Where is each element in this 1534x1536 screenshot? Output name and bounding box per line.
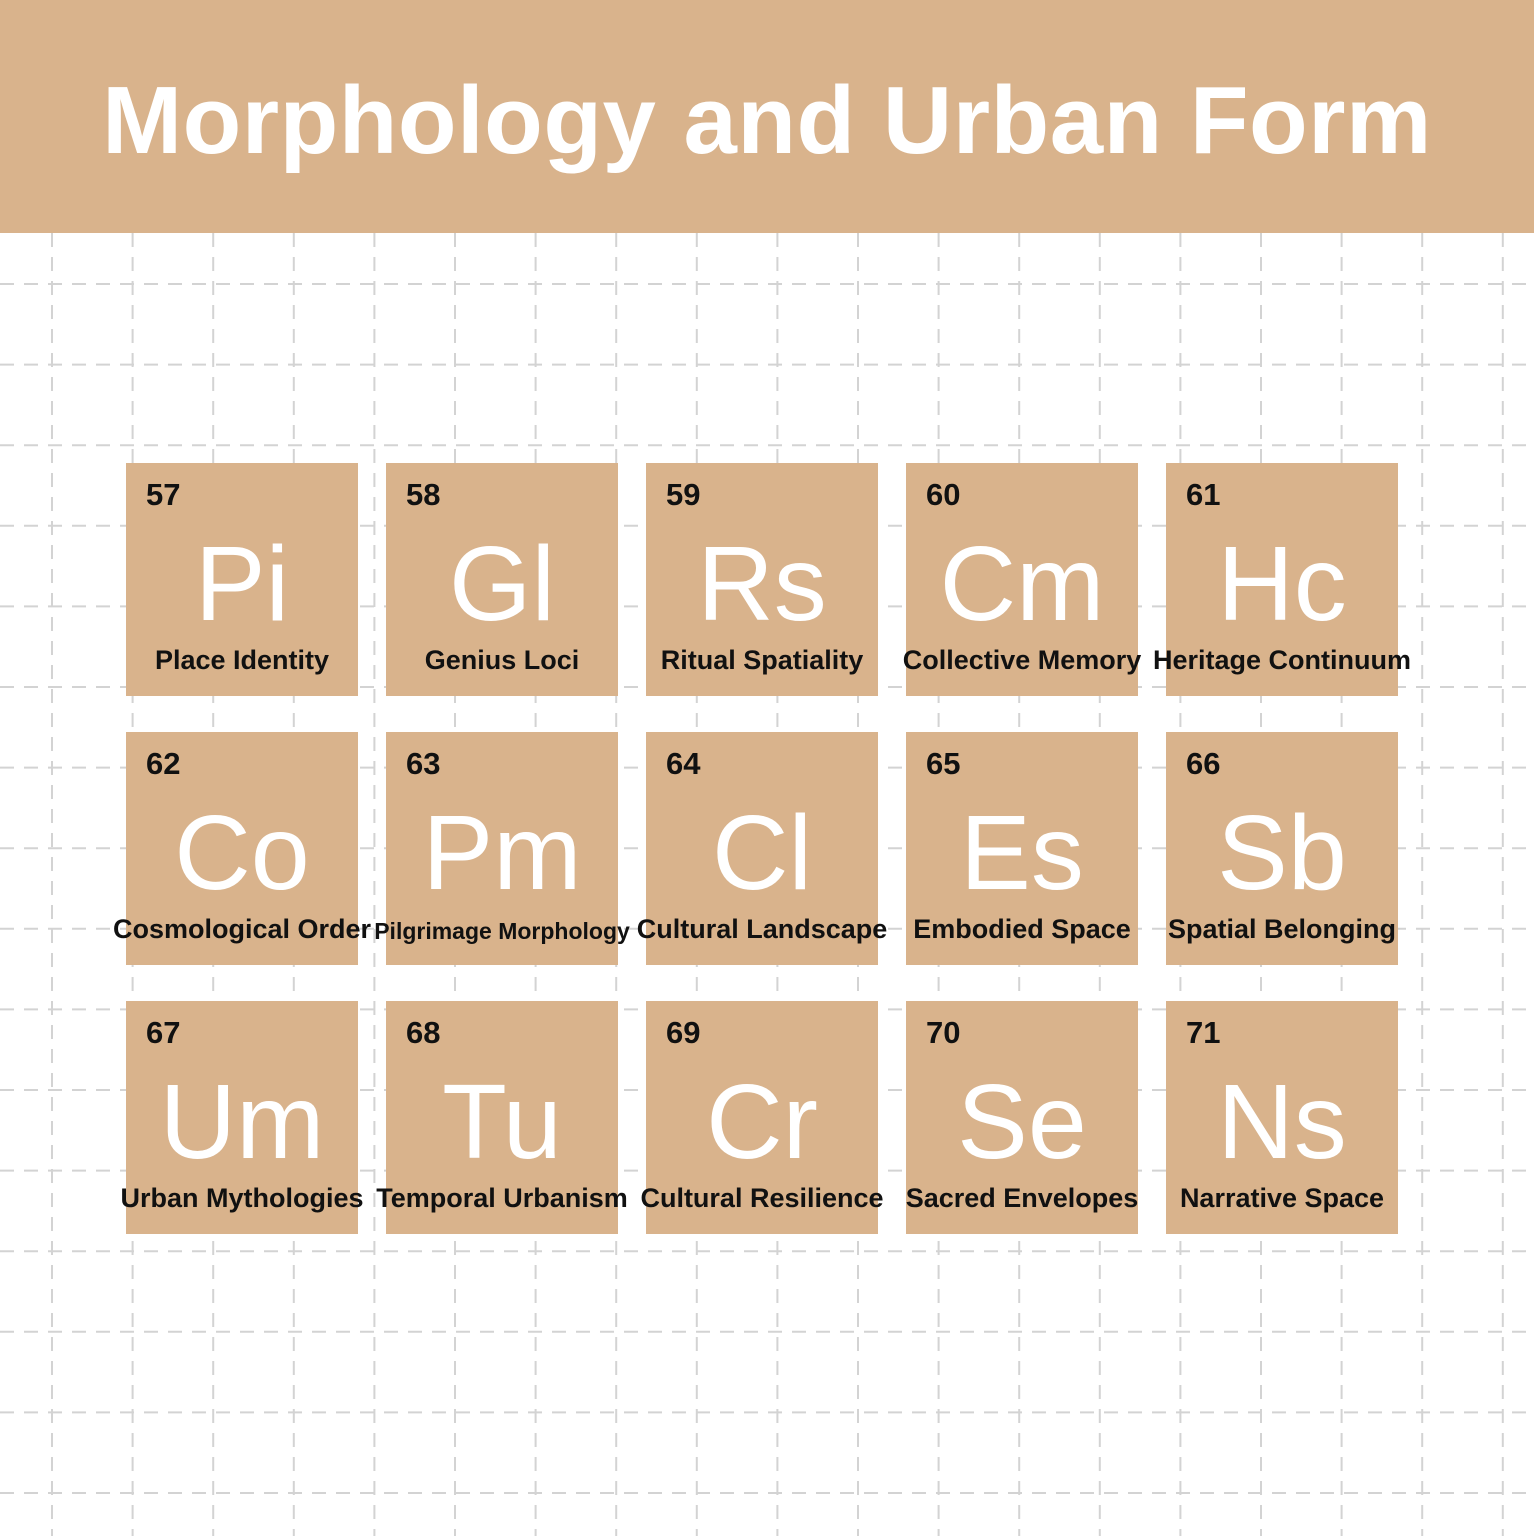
element-number: 58: [406, 477, 441, 512]
element-number: 57: [146, 477, 181, 512]
element-tile: [906, 1001, 1138, 1234]
element-symbol: Sb: [1217, 794, 1347, 913]
element-tile: [1166, 732, 1398, 965]
element-tile: [1166, 1001, 1398, 1234]
element-label: Collective Memory: [902, 645, 1142, 675]
element-label: Sacred Envelopes: [905, 1183, 1139, 1213]
element-symbol: Es: [960, 794, 1084, 913]
element-symbol: Ns: [1217, 1063, 1347, 1182]
element-symbol: Cl: [711, 794, 813, 913]
element-number: 65: [926, 746, 961, 781]
element-number: 64: [666, 746, 701, 781]
element-label: Urban Mythologies: [120, 1183, 364, 1213]
element-label: Cosmological Order: [112, 914, 372, 944]
element-symbol: Se: [957, 1063, 1087, 1182]
element-tile: [636, 732, 888, 965]
element-symbol: Um: [159, 1063, 325, 1182]
header-banner: [0, 0, 1534, 233]
element-tile: [386, 463, 618, 696]
element-number: 68: [406, 1015, 441, 1050]
element-label: Pilgrimage Morphology: [374, 918, 630, 944]
element-tile: [902, 463, 1142, 696]
element-number: 63: [406, 746, 441, 781]
element-number: 66: [1186, 746, 1221, 781]
element-symbol: Pi: [194, 525, 290, 644]
element-tile: [376, 1001, 628, 1234]
element-number: 62: [146, 746, 181, 781]
element-symbol: Rs: [697, 525, 827, 644]
element-number: 67: [146, 1015, 181, 1050]
element-number: 59: [666, 477, 701, 512]
element-symbol: Pm: [422, 794, 582, 913]
element-number: 61: [1186, 477, 1221, 512]
element-label: Heritage Continuum: [1152, 645, 1412, 675]
element-number: 71: [1186, 1015, 1221, 1050]
element-tile: [646, 463, 878, 696]
element-label: Temporal Urbanism: [376, 1183, 628, 1213]
element-tile: [112, 732, 372, 965]
element-tile: [126, 463, 358, 696]
element-tile: [640, 1001, 884, 1234]
element-symbol: Hc: [1217, 525, 1347, 644]
element-tile: [374, 732, 630, 965]
element-label: Place Identity: [154, 645, 330, 675]
page-title: Morphology and Urban Form: [102, 66, 1432, 174]
element-label: Ritual Spatiality: [660, 645, 864, 675]
element-label: Narrative Space: [1179, 1183, 1385, 1213]
element-label: Embodied Space: [913, 914, 1131, 944]
element-symbol: Gl: [449, 525, 555, 644]
element-label: Genius Loci: [424, 645, 580, 675]
element-label: Cultural Resilience: [640, 1183, 884, 1213]
element-tile: [120, 1001, 364, 1234]
element-number: 69: [666, 1015, 701, 1050]
element-symbol: Cm: [939, 525, 1105, 644]
element-tile: [906, 732, 1138, 965]
element-label: Spatial Belonging: [1167, 914, 1397, 944]
element-symbol: Co: [174, 794, 310, 913]
element-label: Cultural Landscape: [636, 914, 888, 944]
element-number: 70: [926, 1015, 961, 1050]
element-grid: [112, 463, 1412, 1234]
element-number: 60: [926, 477, 961, 512]
element-symbol: Tu: [442, 1063, 562, 1182]
element-tile: [1152, 463, 1412, 696]
element-symbol: Cr: [706, 1063, 818, 1182]
